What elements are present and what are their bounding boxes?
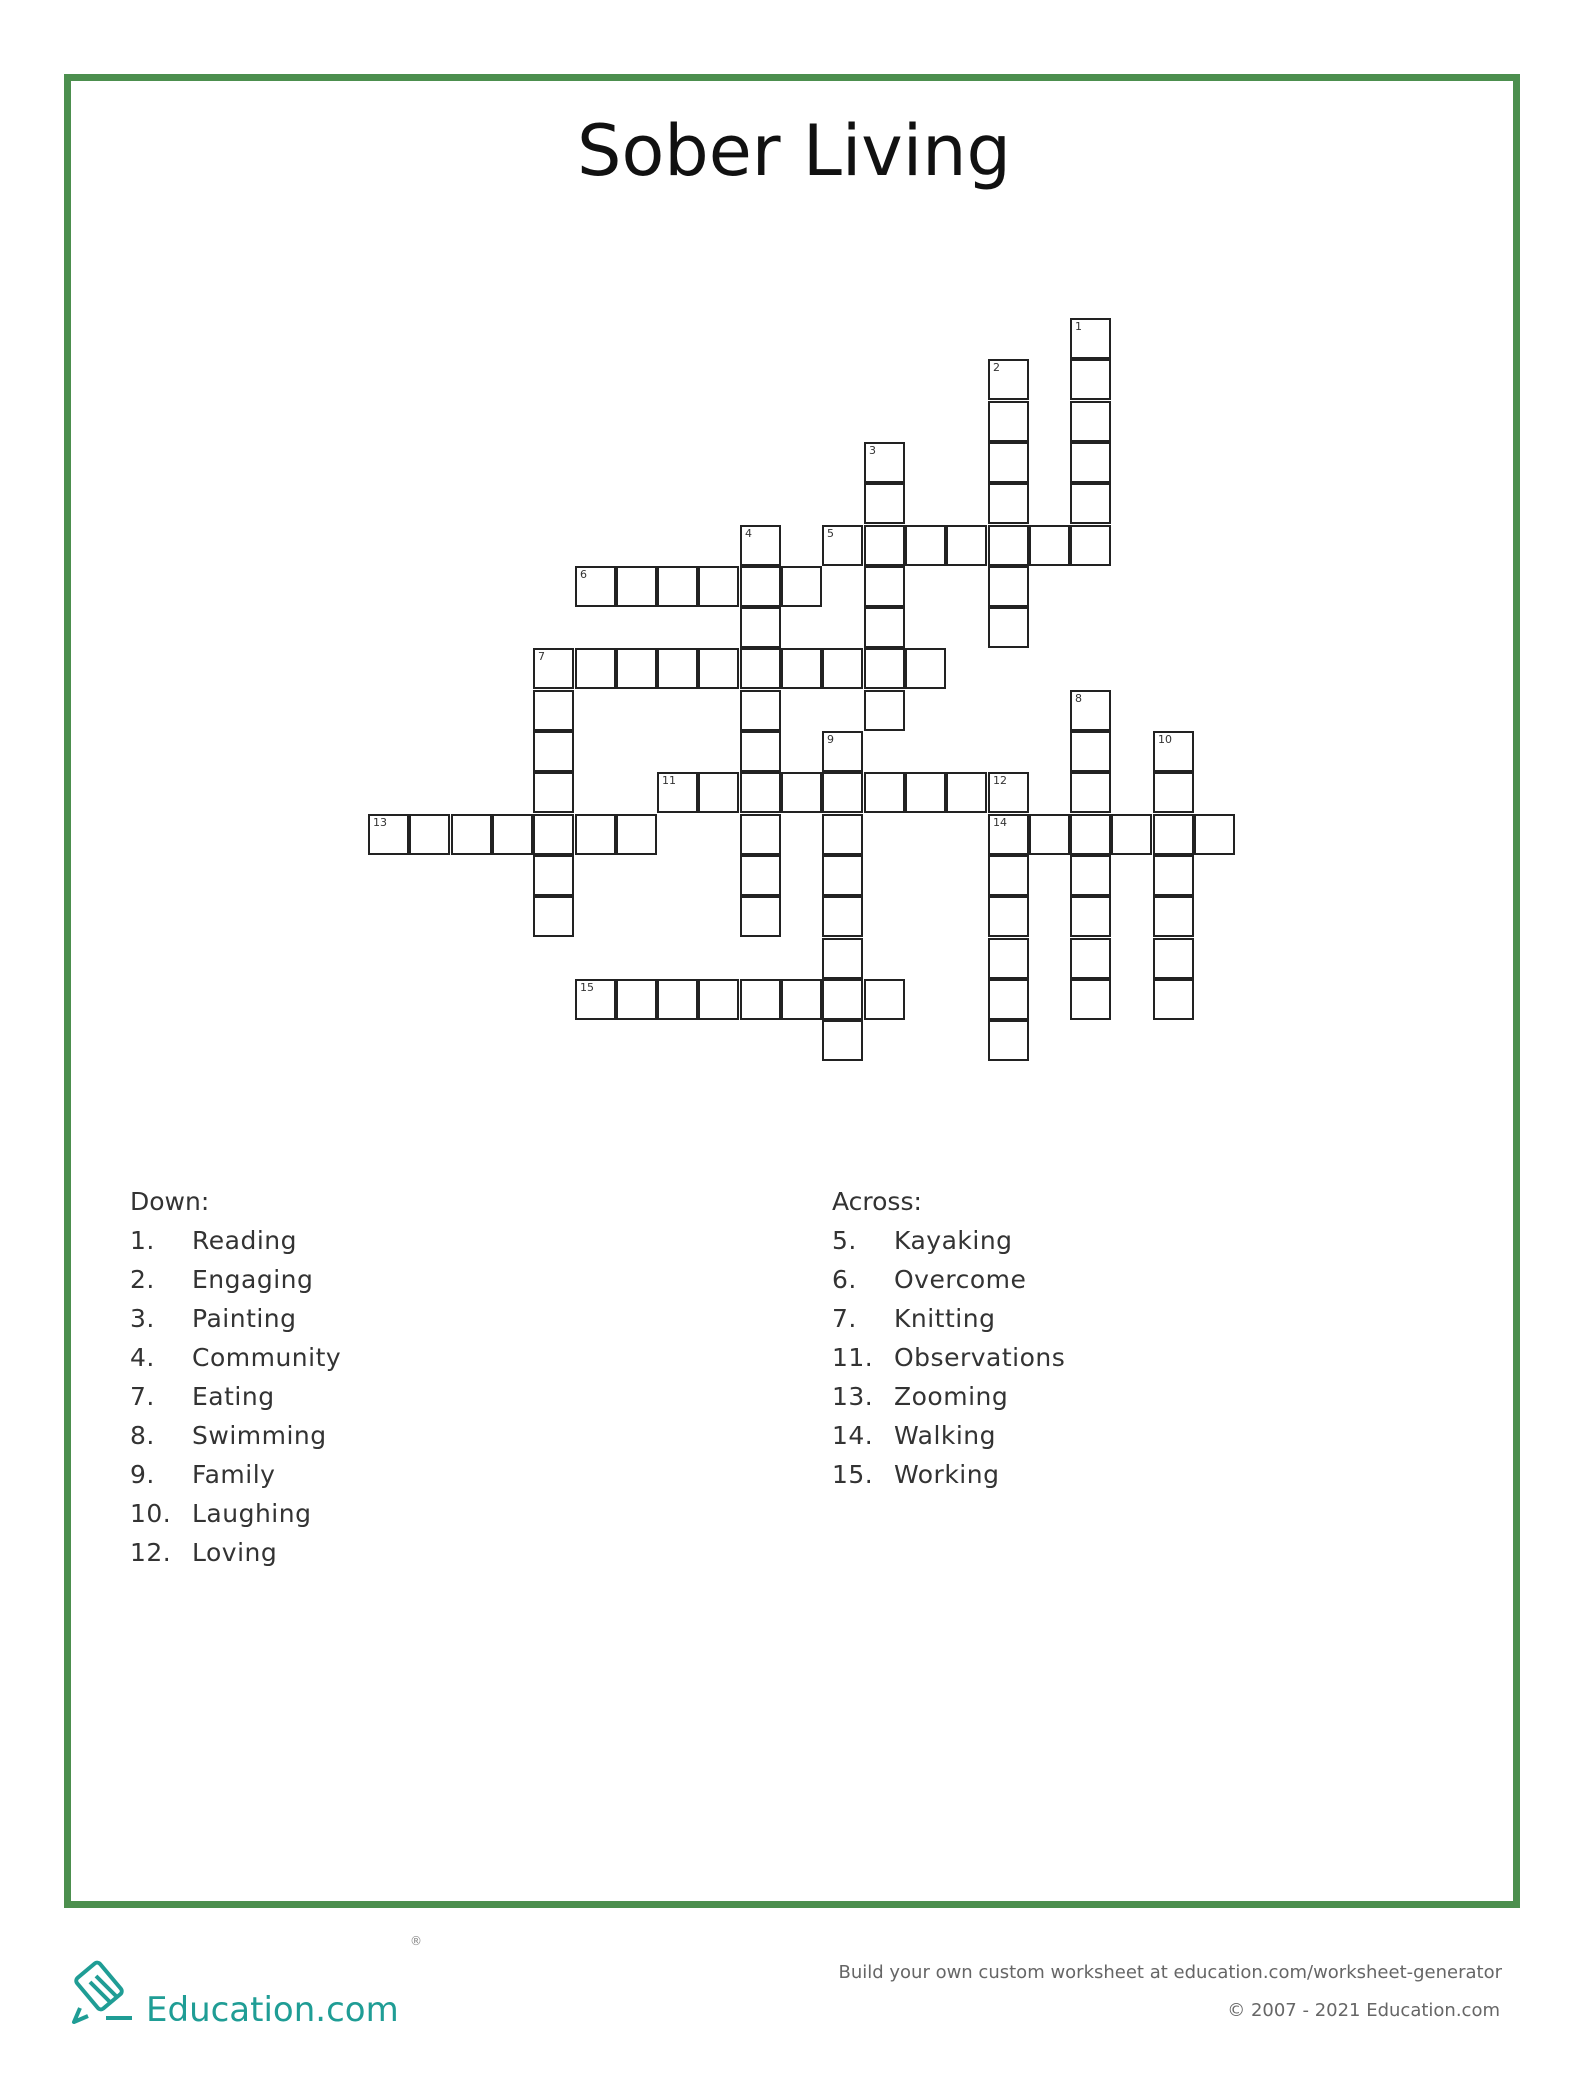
crossword-cell[interactable] [657, 648, 698, 689]
crossword-cell[interactable] [1070, 896, 1111, 937]
crossword-cell[interactable] [988, 855, 1029, 896]
clue-item [130, 1260, 341, 1299]
crossword-cell[interactable] [781, 648, 822, 689]
clue-item [130, 1377, 341, 1416]
clue-item [832, 1455, 1065, 1494]
crossword-cell[interactable] [616, 814, 657, 855]
crossword-cell[interactable] [575, 566, 616, 607]
crossword-cell[interactable] [1153, 938, 1194, 979]
crossword-cell[interactable] [1070, 690, 1111, 731]
page-title: Sober Living [577, 110, 1011, 192]
crossword-cell[interactable] [1153, 772, 1194, 813]
clue-word: Working [894, 1460, 1000, 1489]
clue-word: Zooming [894, 1382, 1009, 1411]
clue-item [130, 1533, 341, 1572]
down-clue-list [130, 1221, 341, 1572]
clue-word: Walking [894, 1421, 997, 1450]
clue-item [130, 1455, 341, 1494]
crossword-cell[interactable] [946, 525, 987, 566]
crossword-cell[interactable] [740, 772, 781, 813]
across-clues [832, 1182, 1065, 1494]
crossword-cell[interactable] [368, 814, 409, 855]
crossword-cell[interactable] [1070, 814, 1111, 855]
clue-word: Knitting [894, 1304, 996, 1333]
crossword-cell[interactable] [1070, 401, 1111, 442]
crossword-cell[interactable] [575, 979, 616, 1020]
crossword-cell[interactable] [698, 566, 739, 607]
crossword-cell[interactable] [822, 648, 863, 689]
cell-number: 7 [538, 650, 545, 663]
crossword-cell[interactable] [698, 772, 739, 813]
clue-number: 13. [832, 1382, 874, 1411]
crossword-cell[interactable] [740, 566, 781, 607]
crossword-cell[interactable] [533, 814, 574, 855]
clue-item [832, 1260, 1065, 1299]
clue-number: 1. [130, 1226, 155, 1255]
clue-item [832, 1299, 1065, 1338]
brand-logo-block[interactable] [66, 1944, 426, 2028]
crossword-cell[interactable] [988, 359, 1029, 400]
cell-number: 11 [662, 774, 676, 787]
crossword-cell[interactable] [575, 648, 616, 689]
clue-item [832, 1221, 1065, 1260]
crossword-cell[interactable] [781, 566, 822, 607]
clue-item [130, 1299, 341, 1338]
crossword-cell[interactable] [822, 731, 863, 772]
clue-word: Engaging [192, 1265, 314, 1294]
crossword-cell[interactable] [1070, 442, 1111, 483]
clue-word: Kayaking [894, 1226, 1013, 1255]
crossword-cell[interactable] [864, 525, 905, 566]
across-clue-list [832, 1221, 1065, 1494]
clue-number: 12. [130, 1538, 172, 1567]
crossword-cell[interactable] [616, 979, 657, 1020]
clue-word: Painting [192, 1304, 297, 1333]
cell-number: 4 [745, 527, 752, 540]
cell-number: 12 [993, 774, 1007, 787]
crossword-cell[interactable] [492, 814, 533, 855]
cell-number: 10 [1158, 733, 1172, 746]
crossword-cell[interactable] [988, 772, 1029, 813]
crossword-cell[interactable] [822, 855, 863, 896]
crossword-cell[interactable] [864, 442, 905, 483]
clue-word: Observations [894, 1343, 1066, 1372]
crossword-cell[interactable] [1153, 731, 1194, 772]
cell-number: 6 [580, 568, 587, 581]
crossword-cell[interactable] [1070, 483, 1111, 524]
crossword-cell[interactable] [864, 483, 905, 524]
cell-number: 5 [827, 527, 834, 540]
crossword-cell[interactable] [1070, 359, 1111, 400]
clue-number: 6. [832, 1265, 857, 1294]
crossword-cell[interactable] [740, 731, 781, 772]
clue-number: 3. [130, 1304, 155, 1333]
crossword-cell[interactable] [409, 814, 450, 855]
clue-number: 11. [832, 1343, 874, 1372]
clue-word: Overcome [894, 1265, 1027, 1294]
crossword-cell[interactable] [822, 938, 863, 979]
crossword-cell[interactable] [533, 648, 574, 689]
crossword-cell[interactable] [657, 566, 698, 607]
crossword-cell[interactable] [988, 979, 1029, 1020]
crossword-cell[interactable] [822, 772, 863, 813]
crossword-cell[interactable] [1153, 896, 1194, 937]
crossword-cell[interactable] [698, 648, 739, 689]
crossword-cell[interactable] [1070, 318, 1111, 359]
down-clues [130, 1182, 341, 1572]
cell-number: 1 [1075, 320, 1082, 333]
clue-item [832, 1338, 1065, 1377]
crossword-cell[interactable] [533, 772, 574, 813]
clue-number: 4. [130, 1343, 155, 1372]
pencil-paper-logo-icon [66, 1952, 140, 2026]
crossword-cell[interactable] [988, 938, 1029, 979]
crossword-cell[interactable] [864, 607, 905, 648]
clue-number: 7. [130, 1382, 155, 1411]
crossword-cell[interactable] [1070, 525, 1111, 566]
crossword-cell[interactable] [988, 442, 1029, 483]
clue-word: Reading [192, 1226, 297, 1255]
crossword-cell[interactable] [533, 855, 574, 896]
crossword-cell[interactable] [781, 979, 822, 1020]
brand-name: Education.com [146, 1990, 399, 2030]
cell-number: 15 [580, 981, 594, 994]
crossword-cell[interactable] [533, 731, 574, 772]
crossword-cell[interactable] [740, 690, 781, 731]
crossword-cell[interactable] [1029, 525, 1070, 566]
crossword-cell[interactable] [1070, 855, 1111, 896]
crossword-cell[interactable] [905, 772, 946, 813]
clue-word: Swimming [192, 1421, 327, 1450]
crossword-cell[interactable] [905, 525, 946, 566]
crossword-cell[interactable] [740, 855, 781, 896]
crossword-cell[interactable] [740, 896, 781, 937]
crossword-cell[interactable] [988, 525, 1029, 566]
crossword-cell[interactable] [988, 566, 1029, 607]
clue-item [832, 1416, 1065, 1455]
clue-number: 7. [832, 1304, 857, 1333]
registered-mark: ® [410, 1934, 422, 1948]
crossword-cell[interactable] [988, 401, 1029, 442]
crossword-cell[interactable] [822, 525, 863, 566]
down-heading: Down: [130, 1187, 210, 1216]
crossword-cell[interactable] [1070, 731, 1111, 772]
clue-word: Eating [192, 1382, 275, 1411]
crossword-cell[interactable] [822, 896, 863, 937]
crossword-cell[interactable] [1153, 979, 1194, 1020]
crossword-cell[interactable] [1070, 772, 1111, 813]
cell-number: 9 [827, 733, 834, 746]
crossword-cell[interactable] [781, 772, 822, 813]
crossword-cell[interactable] [698, 979, 739, 1020]
crossword-cell[interactable] [575, 814, 616, 855]
crossword-cell[interactable] [988, 607, 1029, 648]
crossword-cell[interactable] [864, 690, 905, 731]
crossword-cell[interactable] [864, 566, 905, 607]
worksheet-generator-link[interactable]: Build your own custom worksheet at education.com/worksheet-generator [838, 1962, 1502, 1983]
crossword-cell[interactable] [822, 814, 863, 855]
crossword-cell[interactable] [946, 772, 987, 813]
crossword-cell[interactable] [740, 814, 781, 855]
crossword-cell[interactable] [988, 896, 1029, 937]
crossword-cell[interactable] [1070, 938, 1111, 979]
crossword-cell[interactable] [864, 979, 905, 1020]
crossword-cell[interactable] [740, 607, 781, 648]
clue-number: 8. [130, 1421, 155, 1450]
clue-item [130, 1416, 341, 1455]
crossword-cell[interactable] [1153, 814, 1194, 855]
clue-number: 9. [130, 1460, 155, 1489]
clue-word: Laughing [192, 1499, 312, 1528]
crossword-cell[interactable] [864, 648, 905, 689]
clue-number: 2. [130, 1265, 155, 1294]
crossword-cell[interactable] [1070, 979, 1111, 1020]
crossword-cell[interactable] [905, 648, 946, 689]
clue-number: 5. [832, 1226, 857, 1255]
clue-word: Family [192, 1460, 276, 1489]
crossword-cell[interactable] [988, 483, 1029, 524]
cell-number: 13 [373, 816, 387, 829]
clue-word: Loving [192, 1538, 278, 1567]
crossword-cell[interactable] [657, 772, 698, 813]
across-heading: Across: [832, 1187, 922, 1216]
crossword-cell[interactable] [1194, 814, 1235, 855]
clue-number: 15. [832, 1460, 874, 1489]
crossword-cell[interactable] [988, 1020, 1029, 1061]
clue-item [130, 1338, 341, 1377]
crossword-cell[interactable] [657, 979, 698, 1020]
clue-item [130, 1494, 341, 1533]
cell-number: 3 [869, 444, 876, 457]
crossword-cell[interactable] [1153, 855, 1194, 896]
cell-number: 2 [993, 361, 1000, 374]
crossword-cell[interactable] [616, 648, 657, 689]
crossword-cell[interactable] [533, 896, 574, 937]
crossword-cell[interactable] [740, 525, 781, 566]
cell-number: 8 [1075, 692, 1082, 705]
crossword-cell[interactable] [1111, 814, 1152, 855]
crossword-cell[interactable] [988, 814, 1029, 855]
cell-number: 14 [993, 816, 1007, 829]
clue-number: 14. [832, 1421, 874, 1450]
clue-item [832, 1377, 1065, 1416]
clue-word: Community [192, 1343, 342, 1372]
crossword-cell[interactable] [533, 690, 574, 731]
crossword-cell[interactable] [822, 1020, 863, 1061]
crossword-cell[interactable] [864, 772, 905, 813]
crossword-cell[interactable] [1029, 814, 1070, 855]
copyright-text: © 2007 - 2021 Education.com [1227, 2000, 1500, 2021]
crossword-cell[interactable] [740, 979, 781, 1020]
crossword-cell[interactable] [451, 814, 492, 855]
crossword-cell[interactable] [616, 566, 657, 607]
clue-number: 10. [130, 1499, 172, 1528]
clue-item [130, 1221, 341, 1260]
crossword-cell[interactable] [740, 648, 781, 689]
crossword-cell[interactable] [822, 979, 863, 1020]
